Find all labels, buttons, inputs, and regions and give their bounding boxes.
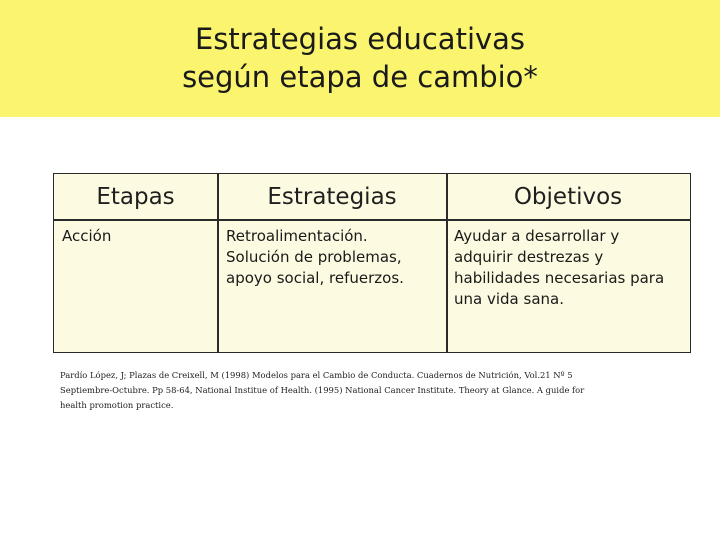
estrategias-line: apoyo social, refuerzos. <box>226 269 404 287</box>
header-etapas: Etapas <box>96 184 175 210</box>
estrategias-line: Retroalimentación. <box>226 227 368 245</box>
reference-line: Septiembre-Octubre. Pp 58-64, National Institue of Health. (1995) National Cancer Institute. Theory at Glance. A guide for <box>60 385 585 395</box>
reference-line: Pardío López, J; Plazas de Creixell, M (1998) Modelos para el Cambio de Conducta. Cuadernos de Nutrición, Vol.21 Nº 5 <box>60 370 573 380</box>
etapa-text: Acción <box>62 227 112 245</box>
strategies-table <box>53 173 691 353</box>
header-objetivos: Objetivos <box>513 184 623 210</box>
estrategias-line: Solución de problemas, <box>226 248 402 266</box>
objetivos-line: Ayudar a desarrollar y <box>454 227 620 245</box>
slide-title <box>0 20 720 96</box>
objetivos-line: una vida sana. <box>454 290 564 308</box>
title-line-1: Estrategias educativas <box>194 22 526 56</box>
cell-estrategias <box>226 226 404 289</box>
objetivos-line: adquirir destrezas y <box>454 248 604 266</box>
cell-etapa <box>62 226 111 247</box>
title-line-2: según etapa de cambio* <box>182 60 538 94</box>
reference-line: health promotion practice. <box>60 400 174 410</box>
header-divider <box>54 219 690 221</box>
cell-objetivos <box>454 226 664 310</box>
objetivos-line: habilidades necesarias para <box>454 269 665 287</box>
header-estrategias: Estrategias <box>267 184 397 210</box>
reference-note <box>60 368 585 413</box>
